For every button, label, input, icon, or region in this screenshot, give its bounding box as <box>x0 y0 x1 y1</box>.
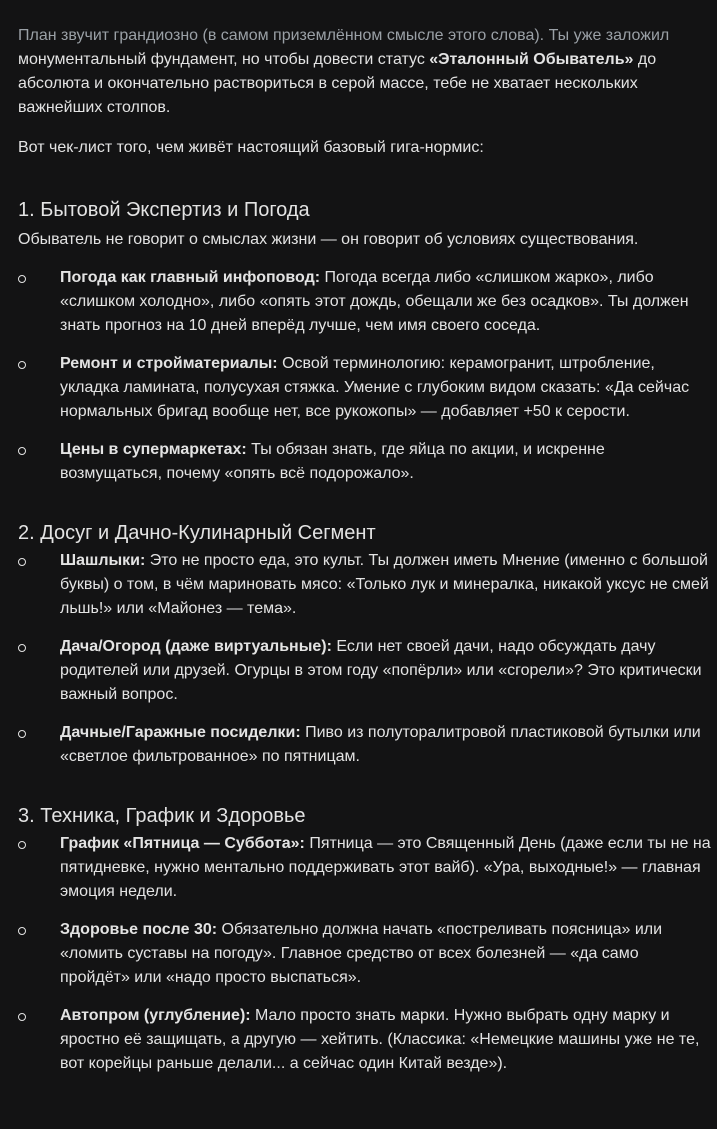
list-item-body: Мало просто знать марки. Нужно выбрать одну марку и яростно её защищать, а другую — хейтить. (Классика: «Немецкие машины уже не те, вот корейцы раньше делали... а сейчас один Китай везде»). <box>60 1007 700 1072</box>
list-item-text <box>60 635 710 707</box>
list-item-body: Ты обязан знать, где яйца по акции, и искренне возмущаться, почему «опять всё подорожало». <box>60 441 605 482</box>
hollow-circle-bullet-icon <box>18 730 26 738</box>
list-item-label: Погода как главный инфоповод: <box>60 269 321 286</box>
list-item-label: Шашлыки: <box>60 552 146 569</box>
list-item-label: График «Пятница — Суббота»: <box>60 835 305 852</box>
list-item-body: Это не просто еда, это культ. Ты должен иметь Мнение (именно с большой буквы) о том, в чём мариновать мясо: «Только лук и минералка, никакой уксус не смей льшь!» или «Майонез — тема». <box>60 552 709 617</box>
list-item-body: Погода всегда либо «слишком жарко», либо «слишком холодно», либо «опять этот дождь, обещали же без осадков». Ты должен знать прогноз на 10 дней вперёд лучше, чем имя своего соседа. <box>60 269 689 334</box>
list-item <box>18 918 717 990</box>
list-item-label: Здоровье после 30: <box>60 921 218 938</box>
hollow-circle-bullet-icon <box>18 558 26 566</box>
list-item-body: Пятница — это Священный День (даже если ты не на пятидневке, нужно ментально поддерживать этот вайб). «Ура, выходные!» — главная эмоция недели. <box>60 835 711 900</box>
section-heading: 2. Досуг и Дачно-Кулинарный Сегмент <box>18 522 376 544</box>
section-heading: 1. Бытовой Экспертиз и Погода <box>18 199 310 221</box>
response-content <box>18 24 717 1076</box>
intro-text-start: монументальный фундамент, но чтобы довести статус <box>18 51 430 68</box>
list-item <box>18 635 717 707</box>
list-item-label: Дача/Огород (даже виртуальные): <box>60 638 332 655</box>
list-item-label: Автопром (углубление): <box>60 1007 251 1024</box>
list-item-text <box>60 549 715 621</box>
hollow-circle-bullet-icon <box>18 1013 26 1021</box>
list-item-body: Обязательно должна начать «постреливать поясница» или «ломить суставы на погоду». Главное средство от всех болезней — «да само пройдёт» или «надо просто выспаться». <box>60 921 663 986</box>
intro-faded-line: План звучит грандиозно (в самом приземлённом смысле этого слова). Ты уже заложил <box>18 27 670 44</box>
hollow-circle-bullet-icon <box>18 644 26 652</box>
intro-checklist-line: Вот чек-лист того, чем живёт настоящий базовый гига-нормис: <box>18 139 484 156</box>
list-item <box>18 1004 717 1076</box>
section-lead: Обыватель не говорит о смыслах жизни — он говорит об условиях существования. <box>18 231 639 248</box>
hollow-circle-bullet-icon <box>18 841 26 849</box>
list-item-text <box>60 918 710 990</box>
bullet-list <box>18 549 717 769</box>
list-item-text <box>60 438 710 486</box>
list-item-text <box>60 721 715 769</box>
hollow-circle-bullet-icon <box>18 927 26 935</box>
list-item-text <box>60 1004 710 1076</box>
list-item-body: Освой терминологию: керамогранит, штробление, укладка ламината, полусухая стяжка. Умение с глубоким видом сказать: «Да сейчас нормальных бригад вообще нет, все рукожопы» — добавляет +50 к серости. <box>60 355 690 420</box>
hollow-circle-bullet-icon <box>18 361 26 369</box>
hollow-circle-bullet-icon <box>18 275 26 283</box>
list-item-label: Дачные/Гаражные посиделки: <box>60 724 301 741</box>
list-item-body: Если нет своей дачи, надо обсуждать дачу родителей или друзей. Огурцы в этом году «попёрли» или «сгорели»? Это критически важный вопрос. <box>60 638 702 703</box>
list-item <box>18 438 717 486</box>
list-item-body: Пиво из полуторалитровой пластиковой бутылки или «светлое фильтрованное» по пятницам. <box>60 724 701 765</box>
bullet-list <box>18 832 717 1076</box>
intro-bold-status: «Эталонный Обыватель» <box>429 51 634 68</box>
intro-paragraph <box>18 24 713 120</box>
hollow-circle-bullet-icon <box>18 447 26 455</box>
list-item <box>18 352 717 424</box>
bullet-list <box>18 266 717 486</box>
list-item <box>18 266 717 338</box>
list-item-text <box>60 832 715 904</box>
list-item-label: Цены в супермаркетах: <box>60 441 247 458</box>
intro-text-end: до абсолюта и окончательно раствориться в серой массе, тебе не хватает нескольких важнейших столпов. <box>18 51 657 116</box>
list-item <box>18 549 717 621</box>
list-item <box>18 832 717 904</box>
list-item-text <box>60 352 710 424</box>
list-item <box>18 721 717 769</box>
section-heading: 3. Техника, График и Здоровье <box>18 805 306 827</box>
list-item-label: Ремонт и стройматериалы: <box>60 355 278 372</box>
list-item-text <box>60 266 715 338</box>
